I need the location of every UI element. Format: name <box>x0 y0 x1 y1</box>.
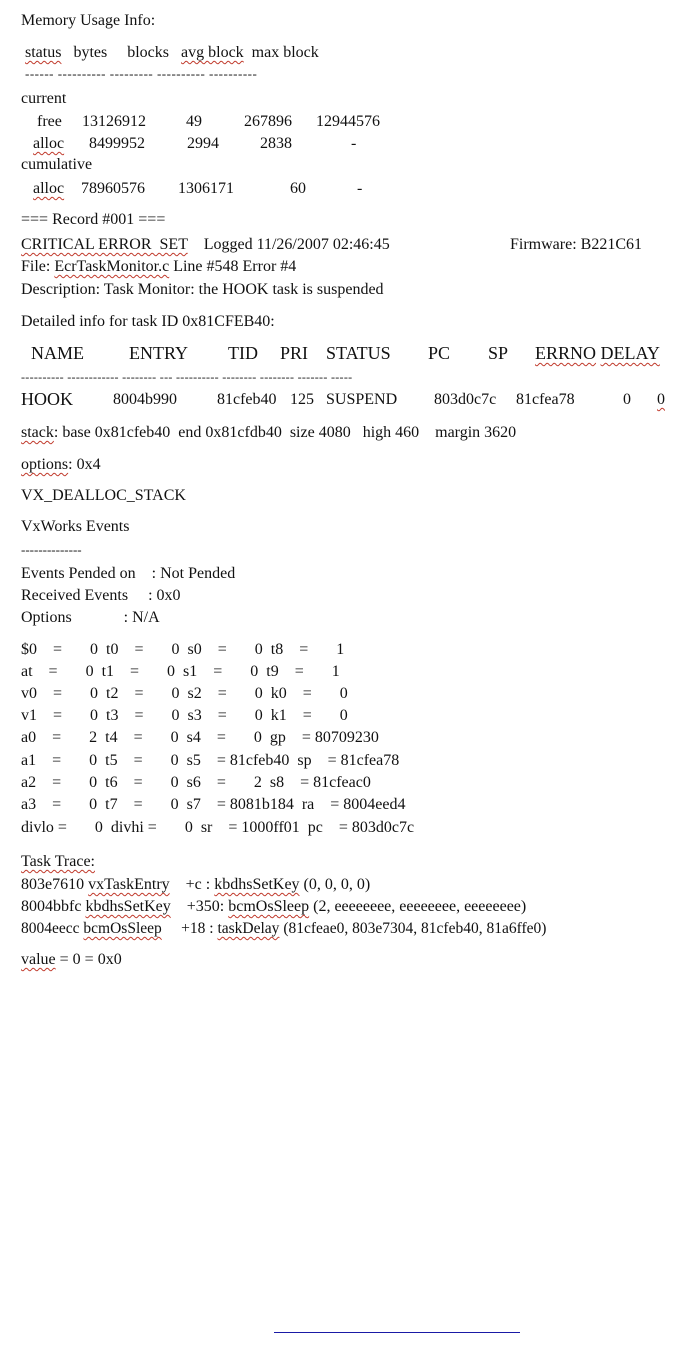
task-separator: ---------- ------------ -------- --- ---------- -------- -------- ------- ----- <box>21 370 353 384</box>
task-header-pc: PC <box>428 343 451 363</box>
task-detail-title: Detailed info for task ID 0x81CFEB40: <box>21 313 275 330</box>
trace-line: 8004bbfc kbdhsSetKey +350: bcmOsSleep (2, eeeeeeee, eeeeeeee, eeeeeeee) <box>21 898 527 915</box>
table-cell: 267896 <box>244 113 292 130</box>
options-info: options: 0x4 <box>21 456 101 473</box>
header-bytes: bytes <box>73 44 108 61</box>
memory-current-label: current <box>21 90 67 107</box>
critical-error-line <box>21 235 390 255</box>
table-cell: - <box>351 135 357 152</box>
critical-error-text: CRITICAL ERROR SET <box>21 236 188 253</box>
memory-title: Memory Usage Info: <box>21 12 156 29</box>
trace-title: Task Trace: <box>21 853 95 870</box>
logged-timestamp: Logged 11/26/2007 02:46:45 <box>203 236 390 253</box>
table-cell: - <box>357 180 363 197</box>
task-header-entry: ENTRY <box>129 343 189 363</box>
task-row-sp: 81cfea78 <box>516 391 575 408</box>
task-row-errno: 0 <box>623 391 631 408</box>
table-row: alloc <box>33 180 65 197</box>
table-cell: 12944576 <box>316 113 380 130</box>
header-blocks: blocks <box>127 44 170 61</box>
header-avg-block: avg block <box>181 44 244 61</box>
memory-cumulative-label: cumulative <box>21 156 93 173</box>
table-cell: 2838 <box>260 135 292 152</box>
dealloc-flag: VX_DEALLOC_STACK <box>21 487 186 504</box>
task-row-pc: 803d0c7c <box>434 391 497 408</box>
value-line: value = 0 = 0x0 <box>21 951 122 968</box>
table-cell: 8499952 <box>89 135 145 152</box>
task-row-tid: 81cfeb40 <box>217 391 277 408</box>
events-options: Options : N/A <box>21 609 160 626</box>
register-row: a3 = 0 t7 = 0 s7 = 8081b184 ra = 8004eed4 <box>21 796 406 813</box>
table-cell: 49 <box>186 113 202 130</box>
table-cell: 60 <box>290 180 306 197</box>
events-pended: Events Pended on : Not Pended <box>21 565 236 582</box>
task-header-tid: TID <box>228 343 258 363</box>
register-row: v1 = 0 t3 = 0 s3 = 0 k1 = 0 <box>21 707 348 724</box>
record-heading: === Record #001 === <box>21 211 166 228</box>
task-row-entry: 8004b990 <box>113 391 177 408</box>
file-line: File: EcrTaskMonitor.c Line #548 Error #4 <box>21 258 297 275</box>
register-row: divlo = 0 divhi = 0 sr = 1000ff01 pc = 803d0c7c <box>21 819 415 836</box>
header-max-block: max block <box>251 44 319 61</box>
task-header-name: NAME <box>31 343 84 363</box>
register-row: $0 = 0 t0 = 0 s0 = 0 t8 = 1 <box>21 641 345 658</box>
table-row: free <box>37 113 62 130</box>
task-header-pri: PRI <box>280 343 309 363</box>
register-row: a0 = 2 t4 = 0 s4 = 0 gp = 80709230 <box>21 729 379 746</box>
task-header-status: STATUS <box>326 343 391 363</box>
events-title: VxWorks Events <box>21 518 130 535</box>
footer-divider <box>274 1332 520 1333</box>
table-cell: 13126912 <box>82 113 146 130</box>
header-status: status <box>25 44 62 61</box>
task-header-errno-delay: ERRNO DELAY <box>535 343 660 363</box>
description: Description: Task Monitor: the HOOK task is suspended <box>21 281 384 298</box>
memory-separator: ------ ---------- --------- ---------- ---------- <box>25 66 258 81</box>
register-row: at = 0 t1 = 0 s1 = 0 t9 = 1 <box>21 663 340 680</box>
events-separator: -------------- <box>21 542 82 557</box>
trace-line: 803e7610 vxTaskEntry +c : kbdhsSetKey (0, 0, 0, 0) <box>21 876 371 893</box>
table-row: alloc <box>33 135 65 152</box>
task-row-delay: 0 <box>657 391 665 408</box>
task-row-pri: 125 <box>290 391 314 408</box>
table-cell: 78960576 <box>81 180 145 197</box>
stack-info: stack: base 0x81cfeb40 end 0x81cfdb40 size 4080 high 460 margin 3620 <box>21 424 517 441</box>
events-received: Received Events : 0x0 <box>21 587 181 604</box>
register-row: a2 = 0 t6 = 0 s6 = 2 s8 = 81cfeac0 <box>21 774 371 791</box>
register-row: v0 = 0 t2 = 0 s2 = 0 k0 = 0 <box>21 685 348 702</box>
task-row-name: HOOK <box>21 389 73 409</box>
table-cell: 1306171 <box>178 180 234 197</box>
memory-header <box>25 43 319 63</box>
register-row: a1 = 0 t5 = 0 s5 = 81cfeb40 sp = 81cfea78 <box>21 752 400 769</box>
firmware-label: Firmware: B221C61 <box>510 236 642 253</box>
trace-line: 8004eecc bcmOsSleep +18 : taskDelay (81cfeae0, 803e7304, 81cfeb40, 81a6ffe0) <box>21 920 547 937</box>
task-header-sp: SP <box>488 343 509 363</box>
task-row-status: SUSPEND <box>326 391 398 408</box>
file-name: EcrTaskMonitor.c <box>54 258 170 275</box>
table-cell: 2994 <box>187 135 219 152</box>
